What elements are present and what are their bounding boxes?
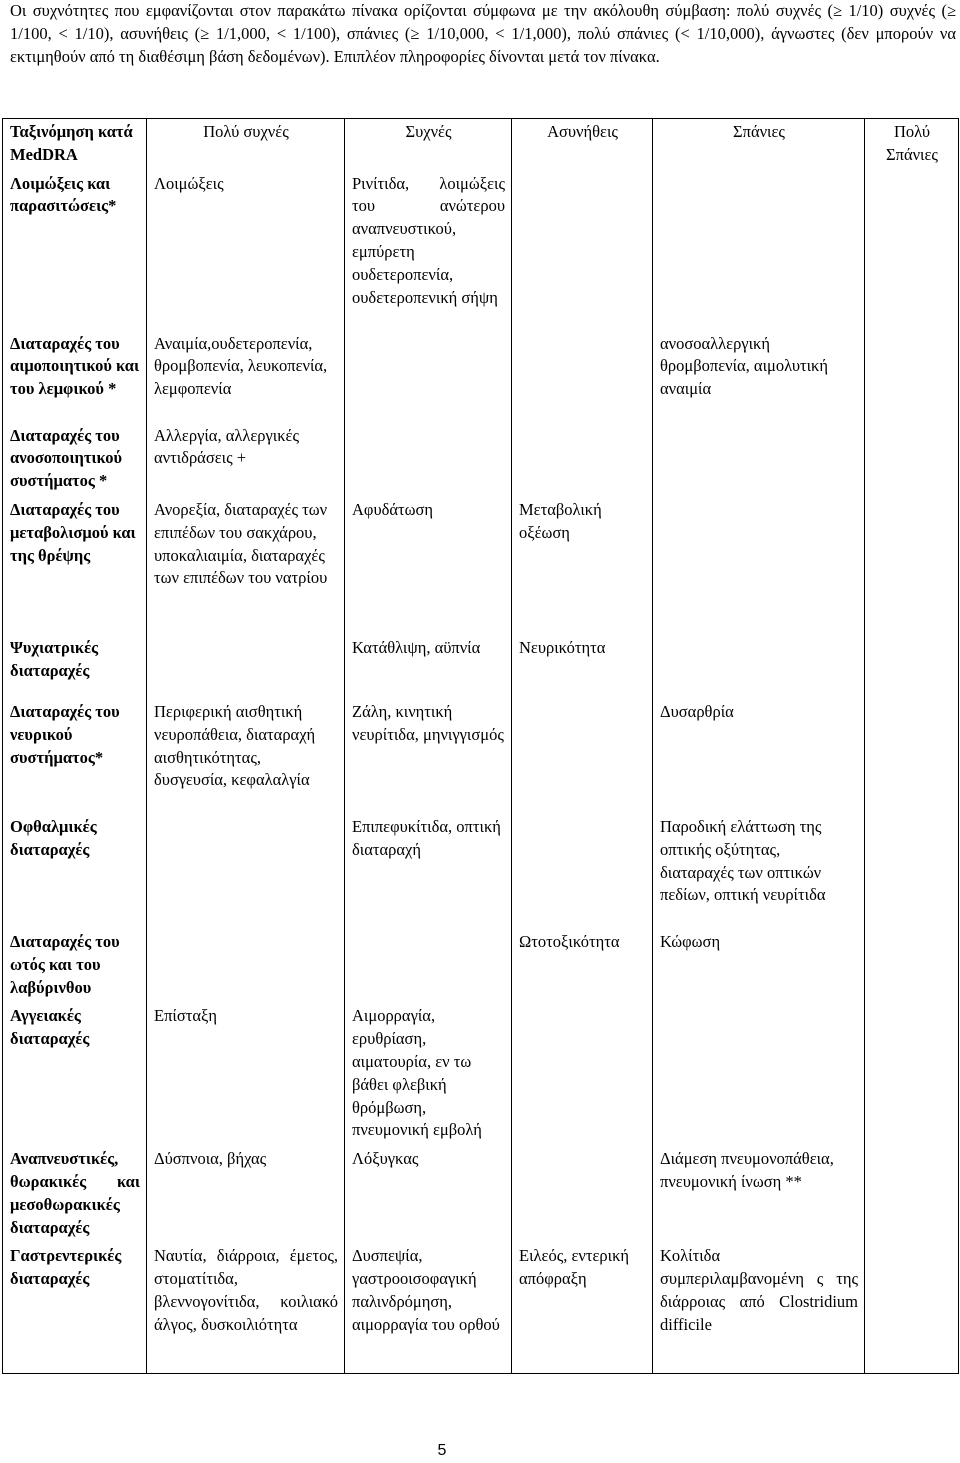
- uncommon-cell: [512, 1003, 653, 1146]
- header-very-rare: Πολύ Σπάνιες: [865, 119, 959, 171]
- table-row: [3, 331, 959, 423]
- soc-cell: Διαταραχές του ωτός και του λαβύρινθου: [3, 929, 147, 1003]
- common-cell: Κατάθλιψη, αϋπνία: [345, 635, 512, 699]
- rare-cell: Παροδική ελάττωση της οπτικής οξύτητας, διαταραχές των οπτικών πεδίων, οπτική νευρίτιδα: [653, 814, 865, 929]
- uncommon-cell: Ειλεός, εντερική απόφραξη: [512, 1243, 653, 1373]
- rare-cell: [653, 171, 865, 331]
- very-rare-cell: [865, 635, 959, 699]
- uncommon-cell: [512, 423, 653, 497]
- very-common-cell: [147, 929, 345, 1003]
- very-common-cell: Ναυτία, διάρροια, έμετος, στοματίτιδα, βλεννογονίτιδα, κοιλιακό άλγος, δυσκοιλιότητα: [147, 1243, 345, 1373]
- soc-cell: Διαταραχές του ανοσοποιητικού συστήματος *: [3, 423, 147, 497]
- soc-cell: Γαστρεντερικές διαταραχές: [3, 1243, 147, 1373]
- uncommon-cell: [512, 814, 653, 929]
- rare-cell: Κώφωση: [653, 929, 865, 1003]
- common-cell: Επιπεφυκίτιδα, οπτική διαταραχή: [345, 814, 512, 929]
- rare-cell: [653, 1003, 865, 1146]
- very-rare-cell: [865, 171, 959, 331]
- very-common-cell: Δύσπνοια, βήχας: [147, 1146, 345, 1243]
- header-soc: Ταξινόμηση κατά MedDRA: [3, 119, 147, 171]
- very-rare-cell: [865, 929, 959, 1003]
- very-rare-cell: [865, 1003, 959, 1146]
- common-cell: Λόξυγκας: [345, 1146, 512, 1243]
- very-common-cell: Αλλεργία, αλλεργικές αντιδράσεις +: [147, 423, 345, 497]
- soc-cell: Οφθαλμικές διαταραχές: [3, 814, 147, 929]
- very-rare-cell: [865, 814, 959, 929]
- table-row: [3, 1146, 959, 1243]
- rare-cell: [653, 423, 865, 497]
- soc-cell: Αγγειακές διαταραχές: [3, 1003, 147, 1146]
- very-common-cell: [147, 814, 345, 929]
- very-rare-cell: [865, 497, 959, 635]
- very-common-cell: Περιφερική αισθητική νευροπάθεια, διαταραχή αισθητικότητας, δυσγευσία, κεφαλαλγία: [147, 699, 345, 814]
- header-common: Συχνές: [345, 119, 512, 171]
- rare-cell: ανοσοαλλεργική θρομβοπενία, αιμολυτική αναιμία: [653, 331, 865, 423]
- header-uncommon: Ασυνήθεις: [512, 119, 653, 171]
- table-row: [3, 929, 959, 1003]
- soc-cell: Ψυχιατρικές διαταραχές: [3, 635, 147, 699]
- table-row: [3, 1243, 959, 1373]
- table-header-row: [3, 119, 959, 171]
- rare-cell: [653, 497, 865, 635]
- very-common-cell: [147, 635, 345, 699]
- table-row: [3, 699, 959, 814]
- common-cell: [345, 331, 512, 423]
- common-cell: Αφυδάτωση: [345, 497, 512, 635]
- common-cell: [345, 929, 512, 1003]
- very-common-cell: Αναιμία,ουδετεροπενία, θρομβοπενία, λευκοπενία, λεμφοπενία: [147, 331, 345, 423]
- uncommon-cell: [512, 1146, 653, 1243]
- very-common-cell: Ανορεξία, διαταραχές των επιπέδων του σακχάρου, υποκαλιαιμία, διαταραχές των επιπέδων του νατρίου: [147, 497, 345, 635]
- soc-cell: Λοιμώξεις και παρασιτώσεις*: [3, 171, 147, 331]
- common-cell: Ρινίτιδα, λοιμώξεις του ανώτερου αναπνευστικού, εμπύρετη ουδετεροπενία, ουδετεροπενική σήψη: [345, 171, 512, 331]
- page-number: 5: [437, 1442, 447, 1459]
- common-cell: Ζάλη, κινητική νευρίτιδα, μηνιγγισμός: [345, 699, 512, 814]
- very-rare-cell: [865, 331, 959, 423]
- uncommon-cell: [512, 699, 653, 814]
- table-row: [3, 1003, 959, 1146]
- very-common-cell: Λοιμώξεις: [147, 171, 345, 331]
- very-common-cell: Επίσταξη: [147, 1003, 345, 1146]
- soc-cell: Αναπνευστικές, θωρακικές και μεσοθωρακικές διαταραχές: [3, 1146, 147, 1243]
- header-rare: Σπάνιες: [653, 119, 865, 171]
- uncommon-cell: Ωτοτοξικότητα: [512, 929, 653, 1003]
- table-row: [3, 635, 959, 699]
- very-rare-cell: [865, 1243, 959, 1373]
- table-row: [3, 497, 959, 635]
- table-row: [3, 423, 959, 497]
- soc-cell: Διαταραχές του νευρικού συστήματος*: [3, 699, 147, 814]
- very-rare-cell: [865, 1146, 959, 1243]
- common-cell: [345, 423, 512, 497]
- adverse-reactions-table: [2, 118, 959, 1374]
- table-row: [3, 814, 959, 929]
- rare-cell: Κολίτιδα συμπεριλαμβανομένη ς της διάρροιας από Clostridium difficile: [653, 1243, 865, 1373]
- common-cell: Αιμορραγία, ερυθρίαση, αιματουρία, εν τω βάθει φλεβική θρόμβωση, πνευμονική εμβολή: [345, 1003, 512, 1146]
- very-rare-cell: [865, 423, 959, 497]
- rare-cell: Δυσαρθρία: [653, 699, 865, 814]
- table-row: [3, 171, 959, 331]
- rare-cell: [653, 635, 865, 699]
- rare-cell: Διάμεση πνευμονοπάθεια, πνευμονική ίνωση **: [653, 1146, 865, 1243]
- soc-cell: Διαταραχές του αιμοποιητικού και του λεμφικού *: [3, 331, 147, 423]
- uncommon-cell: [512, 171, 653, 331]
- intro-paragraph: Οι συχνότητες που εμφανίζονται στον παρακάτω πίνακα ορίζονται σύμφωνα με την ακόλουθη σύμβαση: πολύ συχνές (≥ 1/10) συχνές (≥ 1/100, < 1/10), ασυνήθεις (≥ 1/1,000, < 1/100), σπάνιες (≥ 1/10,000, < 1/1,000), πολύ σπάνιες (< 1/10,000), άγνωστες (δεν μπορούν να εκτιμηθούν από τη διαθέσιμη βάση δεδομένων). Επιπλέον πληροφορίες δίνονται μετά τον πίνακα.: [10, 1, 956, 66]
- very-rare-cell: [865, 699, 959, 814]
- common-cell: Δυσπεψία, γαστροοισοφαγική παλινδρόμηση, αιμορραγία του ορθού: [345, 1243, 512, 1373]
- soc-cell: Διαταραχές του μεταβολισμού και της θρέψης: [3, 497, 147, 635]
- uncommon-cell: Νευρικότητα: [512, 635, 653, 699]
- header-very-common: Πολύ συχνές: [147, 119, 345, 171]
- uncommon-cell: Μεταβολική οξέωση: [512, 497, 653, 635]
- uncommon-cell: [512, 331, 653, 423]
